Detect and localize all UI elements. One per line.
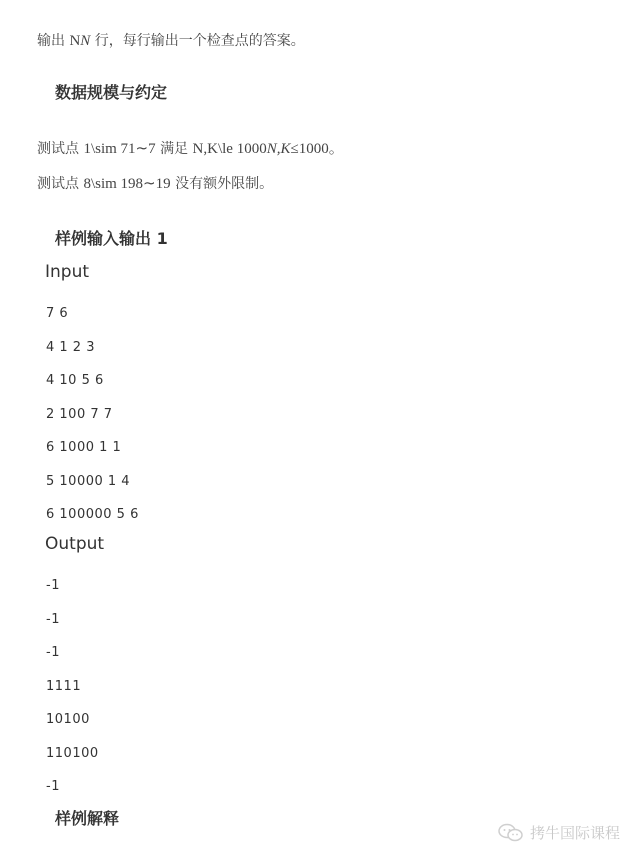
section-sample-heading: 样例输入输出 1 (55, 229, 168, 248)
watermark (498, 822, 620, 843)
input-line: 2 100 7 7 (46, 407, 113, 422)
c1-mid: 满足 (155, 141, 193, 157)
output-line: -1 (46, 645, 60, 660)
output-line: 10100 (46, 712, 90, 727)
intro-pre: 输出 (37, 33, 70, 49)
input-line: 6 1000 1 1 (46, 440, 122, 455)
output-line: -1 (46, 612, 60, 627)
output-label: Output (45, 534, 105, 554)
output-line: 1111 (46, 679, 82, 694)
input-line: 4 10 5 6 (46, 373, 104, 388)
input-line: 5 10000 1 4 (46, 474, 131, 489)
input-label: Input (45, 262, 90, 282)
section-explain-heading: 样例解释 (55, 809, 120, 828)
input-line: 4 1 2 3 (46, 340, 95, 355)
section-constraints-heading: 数据规模与约定 (55, 83, 168, 102)
c2-tex: 8\sim 198∼19 (83, 176, 171, 192)
c1-tex: 1\sim 71∼7 (83, 141, 156, 157)
c1-post: ≤1000。 (290, 141, 344, 157)
input-line: 7 6 (46, 306, 69, 321)
c2-pre: 测试点 (37, 176, 84, 192)
output-line: 110100 (46, 746, 99, 761)
c1-pre: 测试点 (37, 141, 84, 157)
output-line: -1 (46, 578, 60, 593)
c1-ital: N,K (266, 141, 291, 157)
output-line: -1 (46, 779, 60, 794)
c1-tex2: N,K\le 1000 (192, 141, 267, 157)
intro-text (37, 30, 305, 50)
c2-post: 没有额外限制。 (170, 176, 274, 192)
constraint-2 (37, 173, 273, 193)
watermark-text: 拷牛国际课程 (529, 824, 620, 842)
intro-n: N (69, 33, 81, 49)
intro-n-italic: N (80, 33, 91, 49)
input-line: 6 100000 5 6 (46, 507, 139, 522)
intro-post: 行，每行输出一个检查点的答案。 (90, 33, 305, 49)
constraint-1 (37, 137, 344, 158)
wechat-icon (498, 823, 524, 843)
